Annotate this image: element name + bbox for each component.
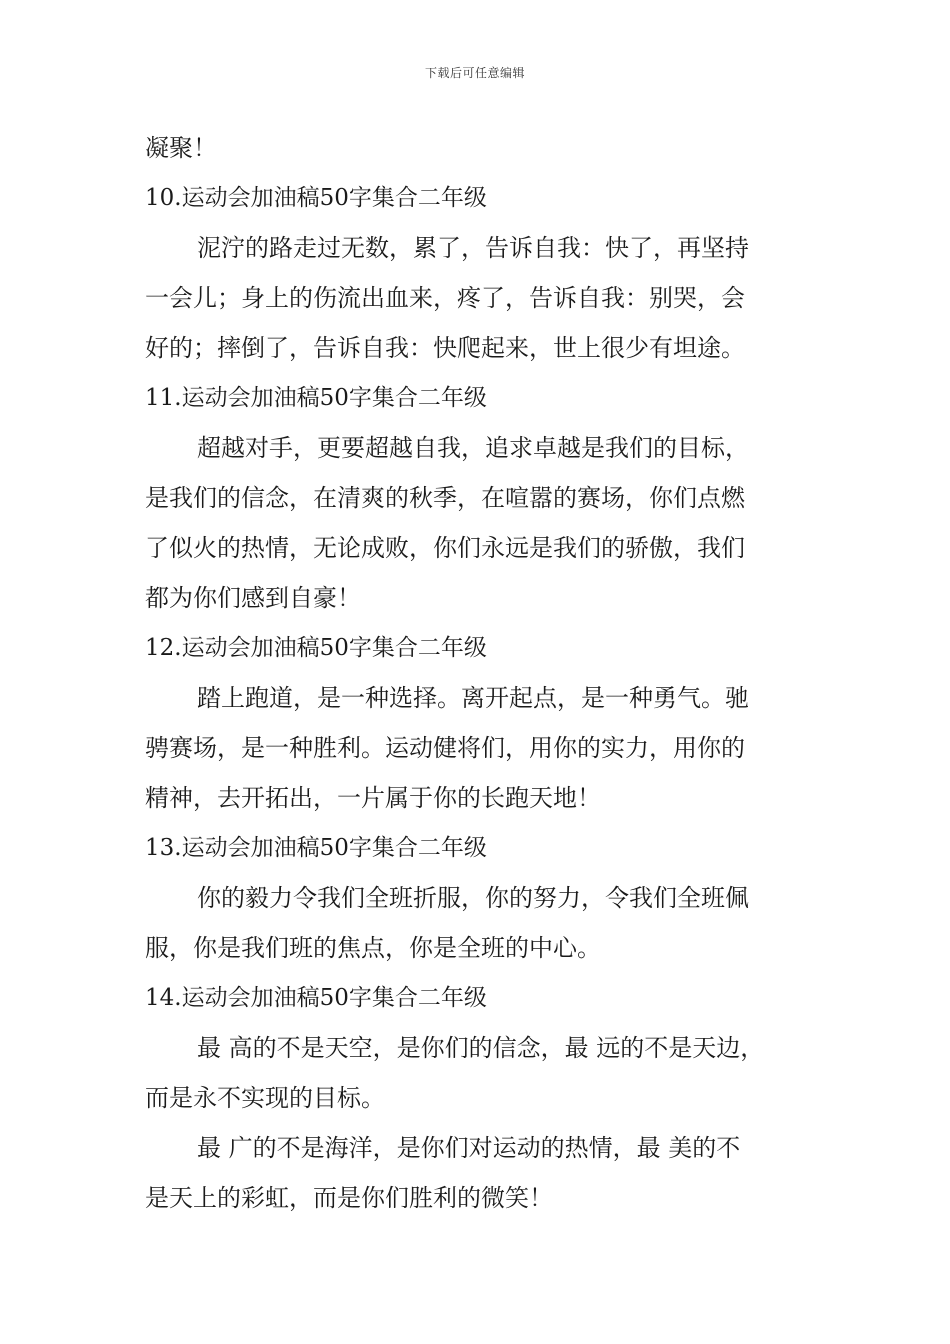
- paragraph-line: 是天上的彩虹，而是你们胜利的微笑！: [145, 1184, 553, 1212]
- paragraph-line: 服，你是我们班的焦点，你是全班的中心。: [145, 934, 601, 962]
- paragraph-line: 而是永不实现的目标。: [145, 1084, 385, 1112]
- paragraph-line: 泥泞的路走过无数，累了，告诉自我：快了，再坚持: [197, 234, 749, 262]
- paragraph-line: 好的；摔倒了，告诉自我：快爬起来，世上很少有坦途。: [145, 334, 745, 362]
- paragraph-line: 最 高的不是天空，是你们的信念，最 远的不是天边，: [197, 1034, 765, 1062]
- paragraph-line: 骋赛场，是一种胜利。运动健将们，用你的实力，用你的: [145, 734, 745, 762]
- paragraph-line: 凝聚！: [145, 134, 217, 162]
- paragraph-line: 都为你们感到自豪！: [145, 584, 361, 612]
- paragraph-line: 一会儿；身上的伤流出血来，疼了，告诉自我：别哭，会: [145, 284, 745, 312]
- paragraph-line: 最 广的不是海洋，是你们对运动的热情，最 美的不: [197, 1134, 741, 1162]
- paragraph-line: 是我们的信念，在清爽的秋季，在喧嚣的赛场，你们点燃: [145, 484, 745, 512]
- section-heading-14: 14.运动会加油稿50字集合二年级: [145, 985, 487, 1011]
- section-heading-13: 13.运动会加油稿50字集合二年级: [145, 835, 487, 861]
- document-body: [145, 128, 825, 1228]
- paragraph-line: 你的毅力令我们全班折服，你的努力，令我们全班佩: [197, 884, 749, 912]
- section-heading-10: 10.运动会加油稿50字集合二年级: [145, 185, 487, 211]
- paragraph-line: 踏上跑道，是一种选择。离开起点，是一种勇气。驰: [197, 684, 749, 712]
- section-heading-11: 11.运动会加油稿50字集合二年级: [145, 385, 487, 411]
- paragraph-line: 了似火的热情，无论成败，你们永远是我们的骄傲，我们: [145, 534, 745, 562]
- paragraph-line: 超越对手，更要超越自我，追求卓越是我们的目标，: [197, 434, 749, 462]
- page-header: 下载后可任意编辑: [424, 66, 525, 80]
- paragraph-line: 精神，去开拓出，一片属于你的长跑天地！: [145, 784, 601, 812]
- section-heading-12: 12.运动会加油稿50字集合二年级: [145, 635, 487, 661]
